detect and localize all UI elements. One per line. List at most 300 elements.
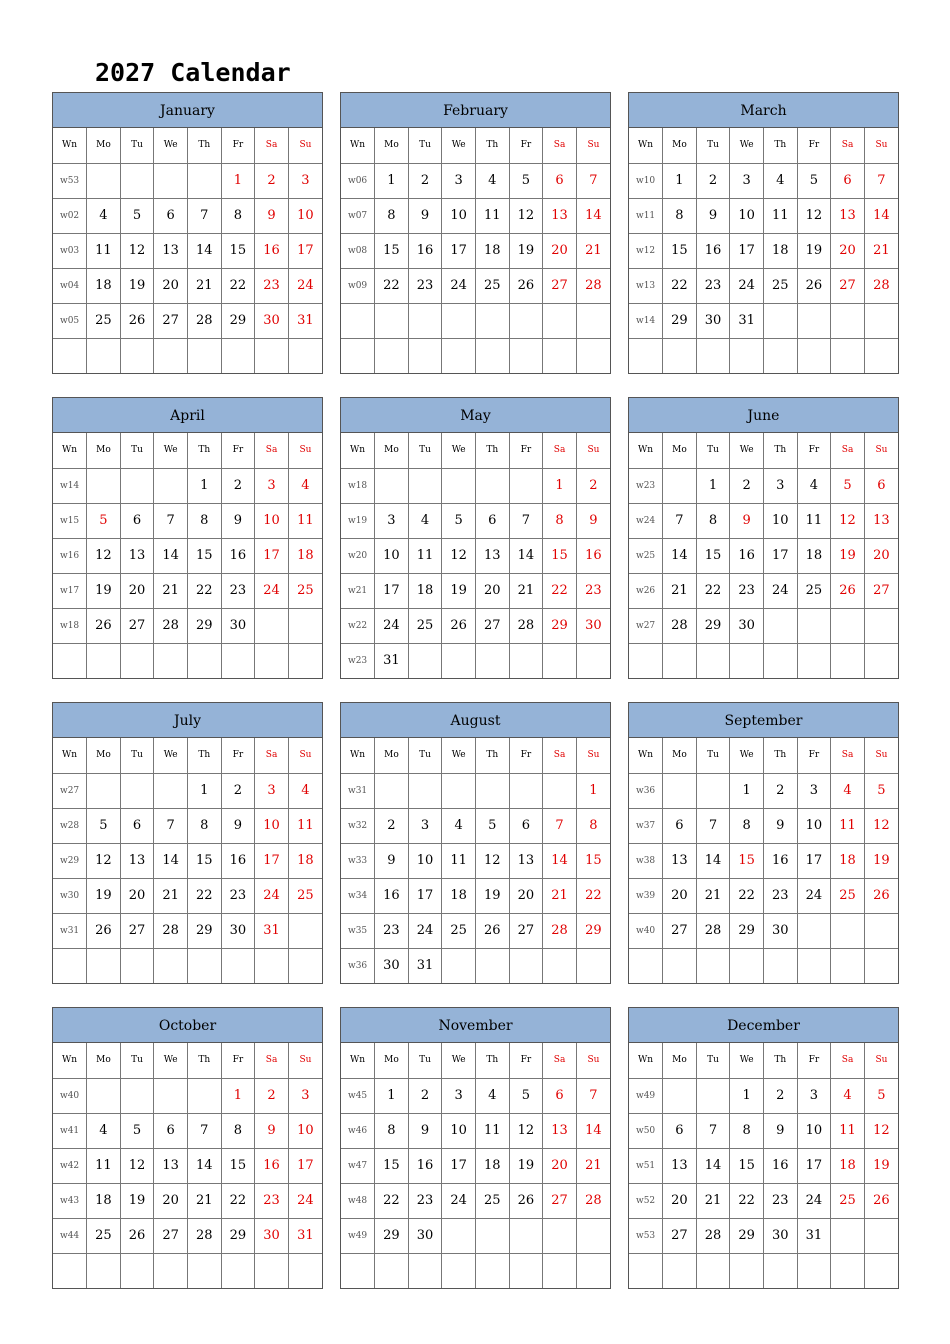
day-cell: 28: [864, 268, 898, 303]
day-cell: 1: [663, 163, 697, 198]
week-row: [53, 268, 322, 303]
month-name: February: [341, 93, 610, 128]
week-row: [53, 808, 322, 843]
week-row: [341, 538, 610, 573]
day-cell: 7: [509, 503, 543, 538]
week-number: w23: [341, 643, 375, 678]
weekday-label: Sa: [831, 128, 865, 163]
week-row: [341, 468, 610, 503]
day-cell: 18: [476, 233, 510, 268]
day-cell: 19: [87, 573, 121, 608]
weekday-header-row: [53, 433, 322, 468]
day-cell: 24: [408, 913, 442, 948]
day-cell: [87, 163, 121, 198]
day-cell: 20: [543, 1148, 577, 1183]
day-cell: 16: [576, 538, 610, 573]
weekday-label: Th: [764, 128, 798, 163]
weekday-label: We: [154, 738, 188, 773]
week-number: w13: [629, 268, 663, 303]
day-cell: 7: [696, 1113, 730, 1148]
weekday-label: Th: [188, 128, 222, 163]
day-cell: 24: [764, 573, 798, 608]
day-cell: [87, 338, 121, 373]
weekday-label: Su: [288, 433, 322, 468]
day-cell: [797, 608, 831, 643]
day-cell: 30: [696, 303, 730, 338]
day-cell: 3: [442, 1078, 476, 1113]
week-number: [53, 643, 87, 678]
week-row: [341, 1183, 610, 1218]
day-cell: 1: [696, 468, 730, 503]
week-row: [53, 163, 322, 198]
weekday-label: Mo: [375, 128, 409, 163]
day-cell: 7: [188, 198, 222, 233]
day-cell: [831, 948, 865, 983]
day-cell: 26: [120, 1218, 154, 1253]
day-cell: [87, 468, 121, 503]
day-cell: 5: [87, 503, 121, 538]
day-cell: 25: [476, 268, 510, 303]
day-cell: 6: [120, 503, 154, 538]
day-cell: 2: [221, 468, 255, 503]
day-cell: 14: [543, 843, 577, 878]
week-row: [341, 808, 610, 843]
week-number: w36: [341, 948, 375, 983]
day-cell: 18: [288, 843, 322, 878]
day-cell: 6: [543, 163, 577, 198]
weekday-label: We: [730, 128, 764, 163]
weekday-label: Th: [476, 1043, 510, 1078]
day-cell: 19: [797, 233, 831, 268]
week-row: [53, 913, 322, 948]
week-number: w42: [53, 1148, 87, 1183]
week-row: [53, 1148, 322, 1183]
day-cell: [831, 303, 865, 338]
month-august: [340, 702, 611, 984]
weekday-label: We: [442, 128, 476, 163]
day-cell: 17: [442, 1148, 476, 1183]
day-cell: 15: [663, 233, 697, 268]
day-cell: 2: [764, 773, 798, 808]
day-cell: 7: [154, 808, 188, 843]
month-table: [341, 1043, 610, 1288]
day-cell: [864, 948, 898, 983]
day-cell: 12: [476, 843, 510, 878]
day-cell: 6: [831, 163, 865, 198]
day-cell: 19: [864, 843, 898, 878]
day-cell: [476, 303, 510, 338]
day-cell: 1: [188, 773, 222, 808]
day-cell: 26: [120, 303, 154, 338]
day-cell: 18: [87, 268, 121, 303]
day-cell: 28: [188, 1218, 222, 1253]
week-row: [629, 878, 898, 913]
day-cell: [120, 338, 154, 373]
day-cell: 27: [864, 573, 898, 608]
week-number: w25: [629, 538, 663, 573]
day-cell: 17: [288, 1148, 322, 1183]
day-cell: 16: [408, 1148, 442, 1183]
day-cell: [255, 948, 289, 983]
week-number: w38: [629, 843, 663, 878]
day-cell: 4: [476, 1078, 510, 1113]
day-cell: 29: [730, 1218, 764, 1253]
day-cell: 14: [696, 843, 730, 878]
day-cell: [476, 338, 510, 373]
day-cell: 27: [543, 1183, 577, 1218]
day-cell: 10: [288, 198, 322, 233]
day-cell: 7: [576, 1078, 610, 1113]
weekday-label: Su: [288, 738, 322, 773]
weekday-label: We: [730, 433, 764, 468]
day-cell: [864, 608, 898, 643]
day-cell: [476, 1253, 510, 1288]
day-cell: 26: [797, 268, 831, 303]
day-cell: 4: [831, 1078, 865, 1113]
day-cell: 8: [188, 503, 222, 538]
day-cell: [120, 643, 154, 678]
day-cell: [442, 773, 476, 808]
day-cell: 20: [120, 573, 154, 608]
day-cell: [864, 338, 898, 373]
day-cell: 22: [576, 878, 610, 913]
day-cell: 2: [221, 773, 255, 808]
week-number: [341, 1253, 375, 1288]
weekday-header-row: [341, 738, 610, 773]
day-cell: 25: [797, 573, 831, 608]
day-cell: 16: [255, 233, 289, 268]
day-cell: 11: [831, 808, 865, 843]
day-cell: 8: [221, 198, 255, 233]
month-december: [628, 1007, 899, 1289]
weekday-label: Mo: [663, 738, 697, 773]
day-cell: 3: [442, 163, 476, 198]
weekday-label: Sa: [255, 1043, 289, 1078]
week-number: w14: [53, 468, 87, 503]
day-cell: 13: [154, 1148, 188, 1183]
day-cell: 15: [730, 843, 764, 878]
day-cell: [154, 1253, 188, 1288]
day-cell: [543, 1218, 577, 1253]
day-cell: 20: [831, 233, 865, 268]
weekday-label: Wn: [629, 1043, 663, 1078]
week-row: [53, 503, 322, 538]
week-number: w40: [53, 1078, 87, 1113]
day-cell: 12: [120, 1148, 154, 1183]
day-cell: [87, 948, 121, 983]
day-cell: [576, 303, 610, 338]
day-cell: 20: [154, 268, 188, 303]
day-cell: 1: [375, 1078, 409, 1113]
weekday-label: Th: [476, 128, 510, 163]
day-cell: 29: [576, 913, 610, 948]
day-cell: 21: [576, 233, 610, 268]
week-number: [53, 338, 87, 373]
day-cell: [831, 643, 865, 678]
day-cell: 23: [221, 878, 255, 913]
day-cell: [696, 643, 730, 678]
month-january: [52, 92, 323, 374]
day-cell: [576, 948, 610, 983]
day-cell: [730, 338, 764, 373]
day-cell: 10: [255, 808, 289, 843]
day-cell: 2: [375, 808, 409, 843]
day-cell: [288, 643, 322, 678]
weekday-label: We: [442, 433, 476, 468]
weekday-label: Fr: [221, 1043, 255, 1078]
day-cell: 27: [120, 608, 154, 643]
day-cell: [221, 338, 255, 373]
day-cell: 29: [696, 608, 730, 643]
day-cell: [764, 1253, 798, 1288]
day-cell: 2: [576, 468, 610, 503]
day-cell: 6: [663, 1113, 697, 1148]
week-number: w28: [53, 808, 87, 843]
day-cell: 3: [764, 468, 798, 503]
weekday-label: Fr: [797, 128, 831, 163]
day-cell: 5: [476, 808, 510, 843]
day-cell: 13: [543, 198, 577, 233]
week-number: w12: [629, 233, 663, 268]
week-row: [341, 503, 610, 538]
day-cell: [576, 338, 610, 373]
day-cell: 14: [154, 843, 188, 878]
day-cell: 15: [221, 233, 255, 268]
week-row: [341, 843, 610, 878]
week-number: w27: [629, 608, 663, 643]
day-cell: [375, 468, 409, 503]
day-cell: 20: [864, 538, 898, 573]
weekday-label: Mo: [663, 433, 697, 468]
day-cell: 26: [509, 268, 543, 303]
month-table: [629, 1043, 898, 1288]
week-number: [53, 948, 87, 983]
day-cell: 27: [663, 1218, 697, 1253]
day-cell: 5: [509, 163, 543, 198]
week-row: [341, 913, 610, 948]
day-cell: 13: [476, 538, 510, 573]
day-cell: [408, 468, 442, 503]
weekday-label: Mo: [375, 1043, 409, 1078]
day-cell: 27: [831, 268, 865, 303]
day-cell: [288, 608, 322, 643]
day-cell: 2: [764, 1078, 798, 1113]
day-cell: [509, 1218, 543, 1253]
day-cell: 24: [288, 1183, 322, 1218]
day-cell: [543, 948, 577, 983]
month-september: [628, 702, 899, 984]
day-cell: 25: [831, 1183, 865, 1218]
day-cell: 29: [188, 608, 222, 643]
day-cell: 26: [831, 573, 865, 608]
day-cell: 6: [476, 503, 510, 538]
day-cell: 3: [797, 1078, 831, 1113]
week-row: [53, 198, 322, 233]
month-june: [628, 397, 899, 679]
weekday-label: Mo: [375, 738, 409, 773]
day-cell: 22: [696, 573, 730, 608]
day-cell: [442, 303, 476, 338]
week-number: w23: [629, 468, 663, 503]
weekday-label: Wn: [53, 738, 87, 773]
day-cell: 21: [696, 878, 730, 913]
week-number: w49: [629, 1078, 663, 1113]
day-cell: [831, 338, 865, 373]
day-cell: 27: [154, 1218, 188, 1253]
month-name: November: [341, 1008, 610, 1043]
day-cell: 10: [442, 1113, 476, 1148]
week-number: [629, 1253, 663, 1288]
week-number: w48: [341, 1183, 375, 1218]
day-cell: [696, 338, 730, 373]
weekday-label: Wn: [341, 433, 375, 468]
weekday-label: Tu: [120, 128, 154, 163]
day-cell: 30: [255, 1218, 289, 1253]
month-name: December: [629, 1008, 898, 1043]
weekday-label: Fr: [221, 433, 255, 468]
day-cell: [221, 643, 255, 678]
week-row: [629, 503, 898, 538]
day-cell: 18: [797, 538, 831, 573]
day-cell: 8: [696, 503, 730, 538]
day-cell: 21: [154, 878, 188, 913]
day-cell: 26: [476, 913, 510, 948]
week-row: [341, 608, 610, 643]
day-cell: 12: [442, 538, 476, 573]
week-number: w35: [341, 913, 375, 948]
weekday-label: We: [154, 433, 188, 468]
day-cell: 29: [543, 608, 577, 643]
day-cell: 29: [730, 913, 764, 948]
day-cell: 25: [87, 1218, 121, 1253]
week-number: w49: [341, 1218, 375, 1253]
day-cell: 7: [154, 503, 188, 538]
day-cell: 12: [509, 198, 543, 233]
day-cell: [730, 948, 764, 983]
day-cell: 5: [442, 503, 476, 538]
day-cell: [442, 948, 476, 983]
weekday-label: We: [730, 1043, 764, 1078]
week-row: [629, 643, 898, 678]
day-cell: 25: [288, 573, 322, 608]
week-number: w17: [53, 573, 87, 608]
month-table: [341, 738, 610, 983]
day-cell: 6: [120, 808, 154, 843]
day-cell: 17: [797, 843, 831, 878]
day-cell: 8: [543, 503, 577, 538]
day-cell: 15: [375, 1148, 409, 1183]
day-cell: 11: [442, 843, 476, 878]
day-cell: 14: [576, 198, 610, 233]
day-cell: 8: [730, 1113, 764, 1148]
day-cell: [509, 468, 543, 503]
day-cell: 18: [476, 1148, 510, 1183]
day-cell: 18: [408, 573, 442, 608]
day-cell: 27: [476, 608, 510, 643]
week-row: [629, 843, 898, 878]
weekday-label: We: [442, 738, 476, 773]
week-number: [53, 1253, 87, 1288]
weekday-label: Sa: [543, 128, 577, 163]
weekday-label: Wn: [53, 128, 87, 163]
day-cell: 29: [221, 303, 255, 338]
week-number: [629, 338, 663, 373]
day-cell: 13: [831, 198, 865, 233]
day-cell: [543, 773, 577, 808]
day-cell: 28: [509, 608, 543, 643]
day-cell: 8: [375, 1113, 409, 1148]
week-number: w47: [341, 1148, 375, 1183]
day-cell: [663, 1078, 697, 1113]
day-cell: 30: [255, 303, 289, 338]
weekday-label: Mo: [375, 433, 409, 468]
month-table: [53, 128, 322, 373]
weekday-label: We: [154, 1043, 188, 1078]
weekday-label: Fr: [509, 433, 543, 468]
day-cell: 1: [730, 773, 764, 808]
week-number: w15: [53, 503, 87, 538]
week-row: [629, 1113, 898, 1148]
day-cell: 27: [154, 303, 188, 338]
day-cell: [696, 948, 730, 983]
weekday-label: Tu: [408, 1043, 442, 1078]
day-cell: 23: [221, 573, 255, 608]
month-february: [340, 92, 611, 374]
day-cell: 9: [255, 198, 289, 233]
day-cell: 17: [730, 233, 764, 268]
day-cell: 30: [221, 608, 255, 643]
day-cell: [509, 303, 543, 338]
day-cell: 22: [663, 268, 697, 303]
month-table: [629, 433, 898, 678]
day-cell: 7: [543, 808, 577, 843]
day-cell: [188, 643, 222, 678]
day-cell: 8: [221, 1113, 255, 1148]
day-cell: 20: [509, 878, 543, 913]
weekday-label: Su: [288, 128, 322, 163]
week-row: [629, 948, 898, 983]
week-number: w39: [629, 878, 663, 913]
week-row: [53, 1113, 322, 1148]
weekday-label: Sa: [543, 433, 577, 468]
day-cell: 12: [831, 503, 865, 538]
weekday-label: Th: [188, 433, 222, 468]
day-cell: [442, 643, 476, 678]
day-cell: 21: [864, 233, 898, 268]
day-cell: 30: [764, 1218, 798, 1253]
weekday-label: Sa: [255, 738, 289, 773]
month-july: [52, 702, 323, 984]
day-cell: 10: [797, 1113, 831, 1148]
weekday-label: Fr: [797, 433, 831, 468]
day-cell: [543, 303, 577, 338]
day-cell: 14: [663, 538, 697, 573]
day-cell: 6: [154, 1113, 188, 1148]
week-number: w18: [53, 608, 87, 643]
weekday-label: Fr: [509, 128, 543, 163]
day-cell: [509, 948, 543, 983]
day-cell: 9: [408, 1113, 442, 1148]
week-row: [341, 233, 610, 268]
week-number: w33: [341, 843, 375, 878]
day-cell: 5: [864, 773, 898, 808]
day-cell: 15: [696, 538, 730, 573]
weekday-label: Su: [576, 433, 610, 468]
month-name: January: [53, 93, 322, 128]
week-number: w11: [629, 198, 663, 233]
day-cell: 7: [188, 1113, 222, 1148]
day-cell: 27: [120, 913, 154, 948]
